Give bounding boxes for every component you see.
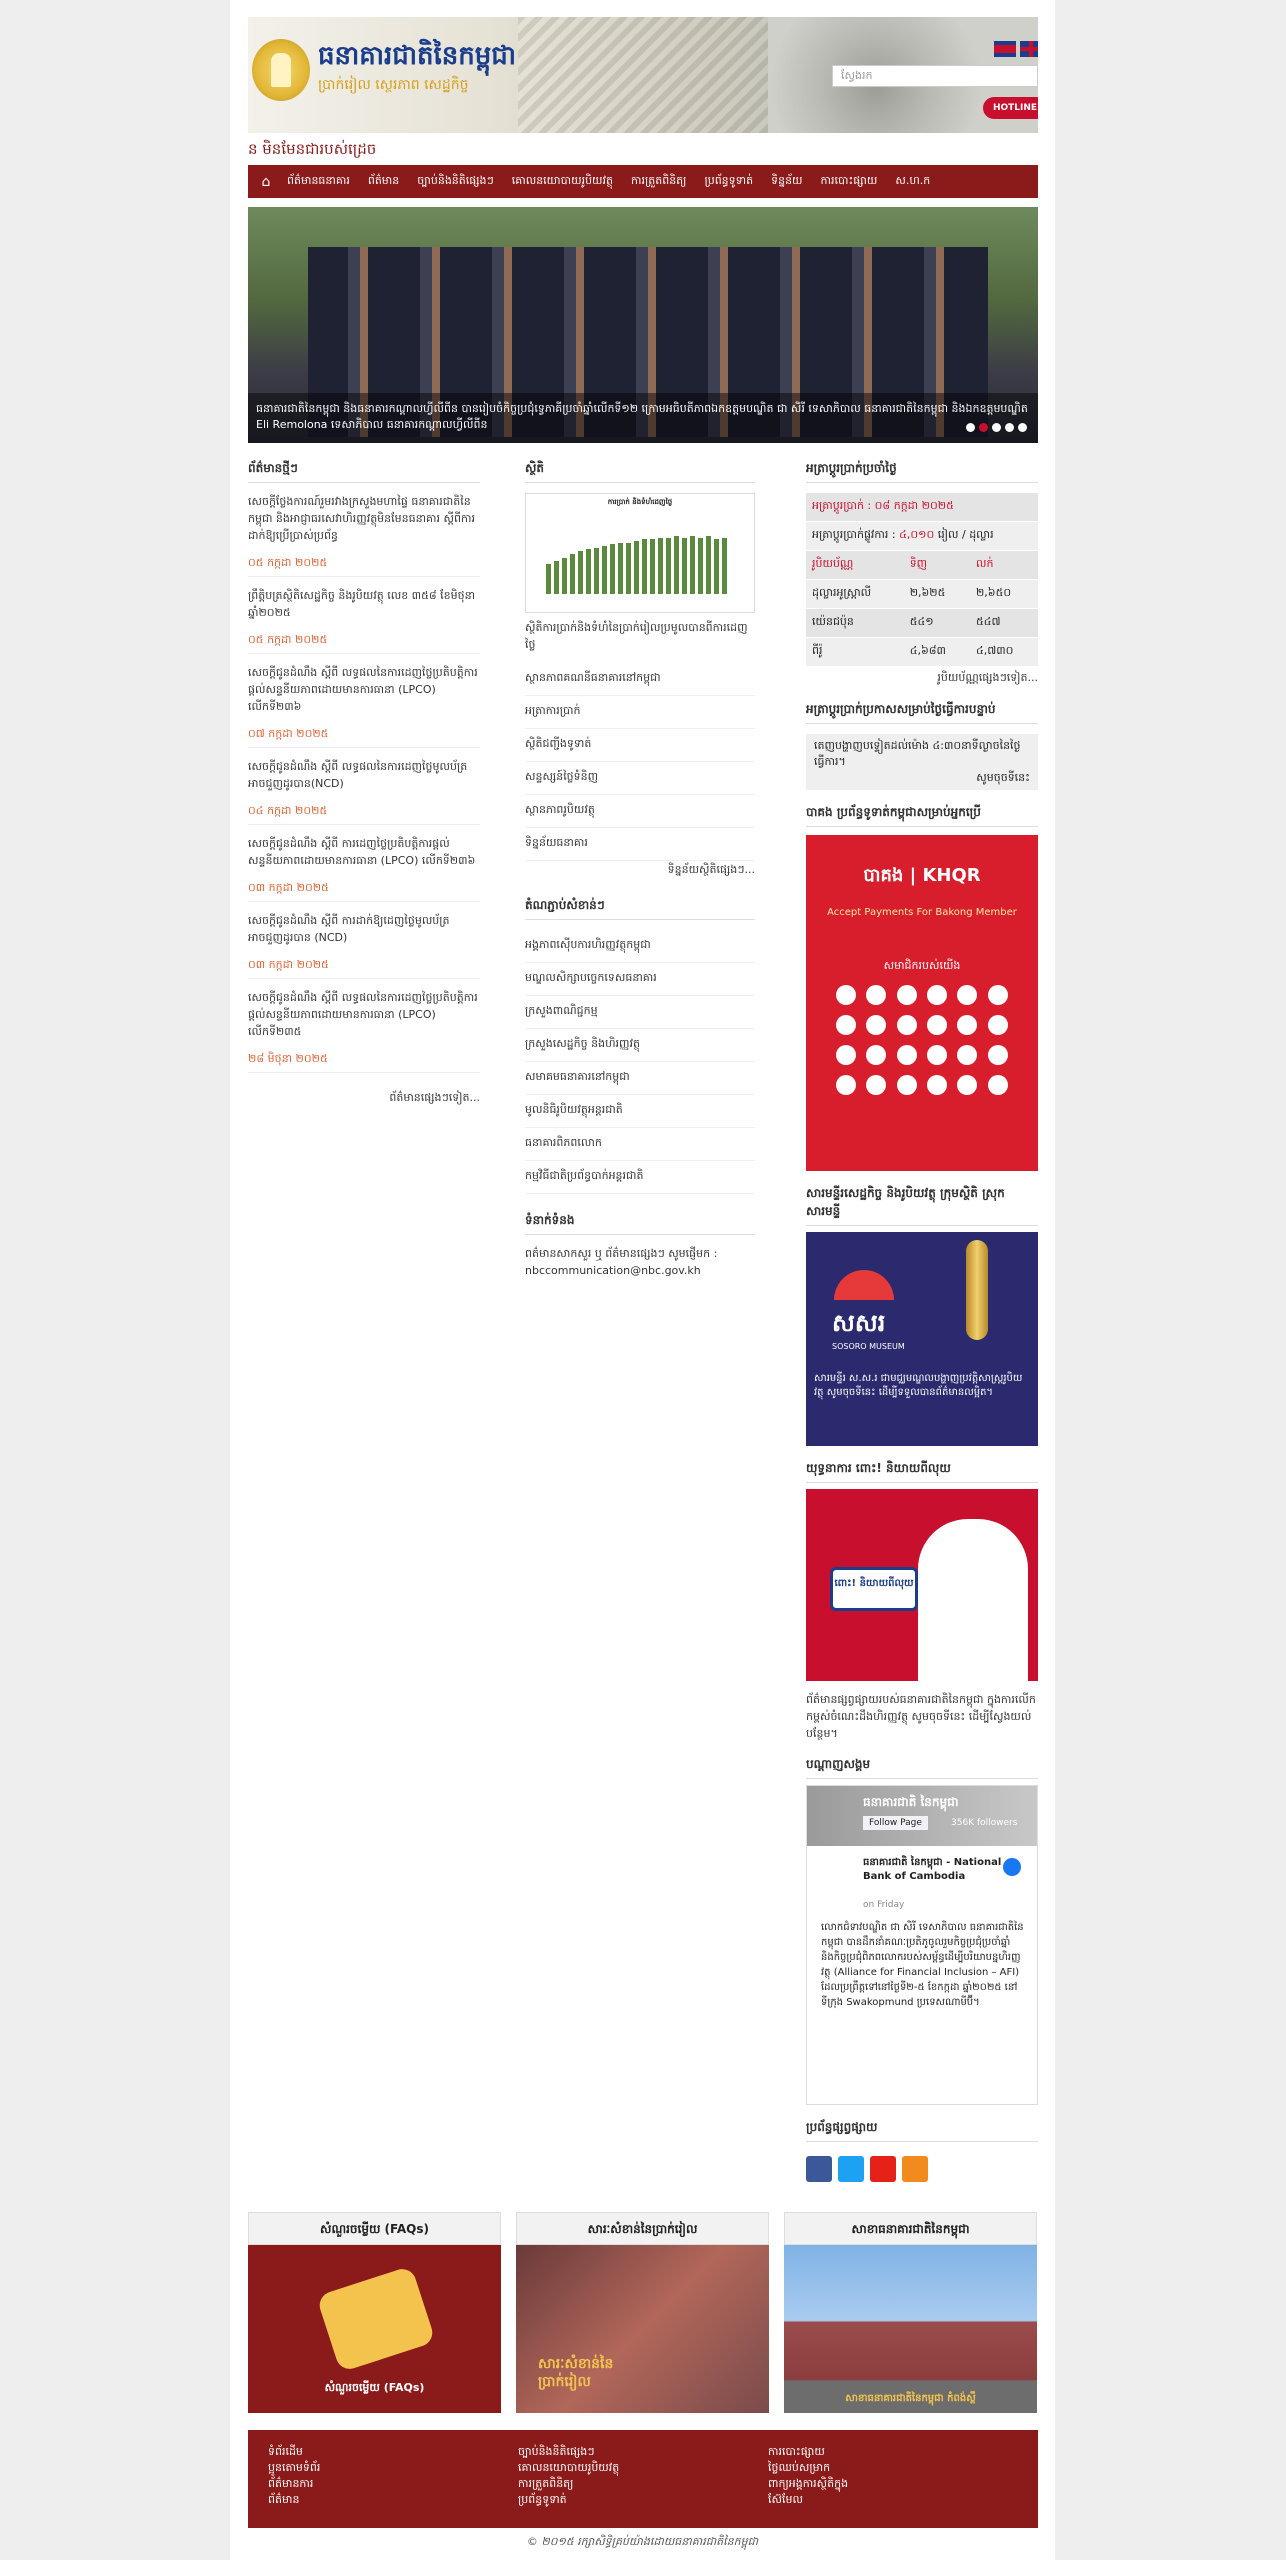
news-column — [248, 460, 480, 1107]
slider-dot[interactable] — [1018, 423, 1027, 432]
chart-bar — [594, 548, 599, 594]
news-date: ០៥ កក្កដា ២០២៥ — [248, 633, 480, 654]
slider-dots — [966, 423, 1027, 432]
nav-about[interactable]: ព័ត៌មានធនាគារ — [287, 173, 350, 187]
chart-bar — [666, 538, 671, 594]
news-date: ០៥ កក្កដា ២០២៥ — [248, 556, 480, 577]
bakong-members-label: សមាជិករបស់យើង — [883, 959, 961, 972]
campaign-heading: យុទ្ធនាការ ពោះ! និយាយពីលុយ — [806, 1460, 1038, 1483]
links-heading: តំណភ្ជាប់សំខាន់ៗ — [525, 897, 755, 920]
chart-bars — [546, 534, 741, 594]
stats-link[interactable]: ស្ថានភាពគណនីធនាគារនៅកម្ពុជា — [525, 663, 755, 696]
chart-bar — [634, 541, 639, 594]
bank-slogan: ប្រាក់រៀល ស្ថេរភាព សេដ្ឋកិច្ច — [318, 77, 469, 93]
footer-link[interactable]: ការត្រួតពិនិត្យ — [518, 2477, 574, 2490]
reverse-rate-text: តេញបង្ហាញបទ្ទៀតដល់ម៉ោង ៤:៣០នាទីល្ងាចនៃថ្ងៃធ្វើការ។ — [814, 739, 1021, 768]
stats-link[interactable]: ស្ថិតិជញ្ជីងទូទាត់ — [525, 729, 755, 762]
news-date: ០៤ កក្កដា ២០២៥ — [248, 804, 480, 825]
rss-icon[interactable] — [902, 2156, 928, 2182]
chart-bar — [626, 543, 631, 594]
sunburst-icon — [834, 1270, 894, 1300]
sosoro-heading: សារមន្ទីរសេដ្ឋកិច្ច និងរូបិយវត្ថុ ក្រុមស្ថិតិ ស្រុកសារមន្ទី — [806, 1185, 1038, 1226]
news-item[interactable]: សេចក្តីជូនដំណឹង ស្តីពី លទ្ធផលនៃការដេញថ្លៃប្រតិបត្តិការផ្តល់សន្ទនីយភាពដោយមានការធានា (LPCO) លើកទី២៣៦ — [248, 666, 478, 713]
news-item[interactable]: ព្រឹត្តិបត្រស្ថិតិសេដ្ឋកិច្ច និងរូបិយវត្ថុ លេខ ៣៥៨ ខែមិថុនា ឆ្នាំ២០២៥ — [248, 589, 476, 619]
page — [230, 0, 1055, 2560]
banner-currency-image — [518, 17, 778, 133]
rate-col-header: រូបិយប័ណ្ណ — [806, 551, 904, 580]
home-icon[interactable]: ⌂ — [261, 173, 271, 190]
news-date: ០៣ កក្កដា ២០២៥ — [248, 881, 480, 902]
campaign-banner[interactable] — [806, 1489, 1038, 1681]
footer-column-2 — [518, 2444, 768, 2514]
fb-follow-button[interactable]: Follow Page — [863, 1816, 928, 1830]
campaign-badge: ពោះ! និយាយពីលុយ — [830, 1567, 918, 1611]
bakong-brand: បាគង | KHQR — [863, 865, 981, 886]
exchange-rate-table — [806, 493, 1038, 667]
branch-card-image — [784, 2245, 1037, 2413]
footer-link[interactable]: ពាក្យអង្គការស្ថិតិក្នុង — [768, 2477, 849, 2490]
external-link[interactable]: អង្គភាពស៊ើបការហិរញ្ញវត្ថុកម្ពុជា — [525, 930, 755, 963]
stats-column — [525, 460, 755, 1289]
stats-link[interactable]: ទិន្នន័យធនាគារ — [525, 828, 755, 861]
card-title: សំណួរចម្លើយ (FAQs) — [248, 2212, 501, 2245]
footer-link[interactable]: ព័ត៌មាន — [268, 2493, 300, 2506]
youtube-icon[interactable] — [870, 2156, 896, 2182]
bank-name: ធនាគារជាតិនៃកម្ពុជា — [318, 41, 517, 71]
external-link[interactable]: មូលនិធិរូបិយវត្ថុអន្តរជាតិ — [525, 1095, 755, 1128]
chart-bar — [714, 539, 719, 594]
news-item[interactable]: សេចក្តីជូនដំណឹង ស្តីពី លទ្ធផលនៃការដេញថ្លៃប្រតិបត្តិការផ្តល់សន្ទនីយភាពដោយមានការធានា (LPCO) លើកទី២៣៥ — [248, 991, 478, 1038]
stats-heading: ស្ថិតិ — [525, 460, 755, 483]
rate-col-header: លក់ — [970, 551, 1038, 580]
rate-col-header: ទិញ — [904, 551, 970, 580]
social-icons — [806, 2156, 1038, 2182]
faq-card[interactable] — [248, 2212, 501, 2413]
chart-bar — [562, 558, 567, 594]
rate-row: ដុល្លារអូស្ត្រាលី ២,៦២៥ ២,៦៥០ — [806, 580, 1038, 609]
footer-column-3 — [768, 2444, 1018, 2514]
external-link[interactable]: កម្មវិធីជាតិប្រព័ន្ធបាក់អន្តរជាតិ — [525, 1161, 755, 1194]
footer-link[interactable]: គោលនយោបាយរូបិយវត្ថុ — [518, 2461, 620, 2474]
chart-title: ការប្រាក់ និងទំហំដេញថ្លៃ — [607, 498, 673, 506]
external-link[interactable]: ក្រសួងពាណិជ្ជកម្ម — [525, 996, 755, 1029]
rate-row: យ៉េនជប៉ុន ៥៤១ ៥៤៧ — [806, 609, 1038, 638]
official-rate: អត្រាប្តូរប្រាក់ផ្លូវការ : ៤,០១០ រៀល / ដុល្លារ — [806, 522, 1038, 551]
chart-bar — [602, 546, 607, 594]
right-column — [806, 460, 1038, 2182]
fb-followers: 356K followers — [951, 1818, 1018, 1828]
external-link[interactable]: ធនាគារពិភពលោក — [525, 1128, 755, 1161]
card-title: សាខាធនាគារជាតិនៃកម្ពុជា — [784, 2212, 1037, 2245]
chart-bar — [618, 543, 623, 594]
slider-caption: ធនាគារជាតិនៃកម្ពុជា និងធនាគារកណ្តាលហ្វីលីពីន បានរៀបចំកិច្ចប្រជុំទ្វេភាគីប្រចាំឆ្នាំលើកទី១២ ក្រោមអធិបតីភាពឯកឧត្តមបណ្ឌិត ជា សិរី ទេសាភិបាល ធនាគារជាតិនៃកម្ពុជា និងឯកឧត្តមបណ្ឌិត Eli Remolona ទេសាភិបាល ធនាគារកណ្តាលហ្វីលីពីន — [248, 393, 1038, 443]
more-rates-link[interactable]: រូបិយប័ណ្ណផ្សេងៗទៀត... — [937, 671, 1038, 684]
bottom-cards — [248, 2212, 1038, 2413]
footer-link[interactable]: ប្រព័ន្ធទូទាត់ — [518, 2493, 567, 2506]
news-item[interactable]: សេចក្តីជូនដំណឹង ស្តីពី ការដេញថ្លៃប្រតិបត្តិការផ្តល់សន្ទនីយភាពដោយមានការធានា (LPCO) លើកទី២៣៦ — [248, 837, 476, 867]
slider-dot[interactable] — [979, 423, 988, 432]
faq-card-image — [248, 2245, 501, 2413]
facebook-widget[interactable] — [806, 1785, 1038, 2105]
slider-dot[interactable] — [992, 423, 1001, 432]
sosoro-text: សារមន្ទីរ ស.ស.រ ជាមជ្ឈមណ្ឌលបង្ហាញប្រវត្តិសាស្ត្ររូបិយវត្ថុ សូមចុចទីនេះ ដើម្បីទទួលបានព័ត៌មានលម្អិត។ — [814, 1373, 1023, 1398]
footer-link[interactable]: ប្អូនតោមទំព័រ — [268, 2461, 321, 2474]
fb-post-text: លោកជំទាវបណ្ឌិត ជា សិរី ទេសាភិបាល ធនាគារជាតិនៃកម្ពុជា បានដឹកនាំគណៈប្រតិភូចូលរួមកិច្ចប្រជុំប្រចាំឆ្នាំ និងកិច្ចប្រជុំពិភពលោករបស់សម្ព័ន្ធដើម្បីបរិយាបន្នហិរញ្ញវត្ថុ (Alliance for Financial Inclusion – AFI) ដែលប្រព្រឹត្តទៅនៅថ្ងៃទី២-៥ ខែកក្កដា ឆ្នាំ២០២៥ នៅទីក្រុង Swakopmund ប្រទេសណាមីប៊ី។ — [821, 1922, 1024, 2008]
english-flag-icon[interactable] — [1020, 41, 1038, 57]
main-nav — [248, 165, 1038, 198]
chart-bar — [546, 564, 551, 594]
reverse-rate-heading: អត្រាប្តូរប្រាក់ប្រកាសសម្រាប់ថ្ងៃធ្វើការបន្ទាប់ — [806, 701, 1038, 724]
footer-link[interactable]: ថ្លៃឈប់សម្រាក — [768, 2461, 831, 2474]
chart-bar — [578, 551, 583, 594]
fb-page-name: ធនាគារជាតិ នៃកម្ពុជា — [863, 1795, 959, 1809]
facebook-icon — [1003, 1858, 1021, 1876]
rate-date: អត្រាប្តូរប្រាក់ : ០៨ កក្កដា ២០២៥ — [806, 493, 1038, 522]
nav-data[interactable]: ទិន្នន័យ — [771, 173, 803, 187]
chart-bar — [658, 538, 663, 594]
media-heading: ប្រព័ន្ធផ្សព្វផ្សាយ — [806, 2119, 1038, 2142]
reverse-rate-link[interactable]: សូមចុចទីនេះ — [976, 771, 1030, 784]
nav-laws[interactable]: ច្បាប់និងនិតិផ្សេងៗ — [417, 173, 494, 187]
sosoro-name-en: SOSORO MUSEUM — [832, 1342, 905, 1351]
search-input[interactable]: ស្វែងរក — [832, 65, 1038, 87]
footer-link[interactable]: ការបោះផ្សាយ — [768, 2445, 825, 2458]
hotline-button[interactable]: HOTLINE — [983, 97, 1038, 119]
contact-heading: ទំនាក់ទំនង — [525, 1212, 755, 1235]
external-link[interactable]: សមាគមធនាគារនៅកម្ពុជា — [525, 1062, 755, 1095]
copyright: © ២០១៥ រក្សាសិទ្ធិគ្រប់យ៉ាងដោយធនាគារជាតិនៃកម្ពុជា — [526, 2535, 759, 2548]
header-banner — [248, 17, 1038, 133]
news-item[interactable]: សេចក្តីជូនដំណឹង ស្តីពី ការដាក់ឱ្យដេញថ្លៃមូលប័ត្រអាចជួញដូរបាន (NCD) — [248, 914, 450, 944]
more-news-link[interactable]: ព័ត៌មានផ្សេងៗទៀត... — [389, 1091, 480, 1104]
stats-link[interactable]: សន្ទស្សន៍ថ្លៃទំនិញ — [525, 762, 755, 795]
fb-post-time: on Friday — [863, 1900, 905, 1910]
faq-bubble-icon — [316, 2266, 436, 2373]
sosoro-name: សសរ — [832, 1309, 886, 1337]
nav-news[interactable]: ព័ត៌មាន — [367, 173, 400, 187]
chart-bar — [706, 536, 711, 594]
riel-card-image — [516, 2245, 769, 2413]
nav-payment-system[interactable]: ប្រព័ន្ធទូទាត់ — [704, 173, 754, 187]
external-link[interactable]: ក្រសួងសេដ្ឋកិច្ច និងហិរញ្ញវត្ថុ — [525, 1029, 755, 1062]
slider-dot[interactable] — [966, 423, 975, 432]
slider-dot[interactable] — [1005, 423, 1014, 432]
tagline: ន មិនមែនជារបស់ដ្រេច — [248, 140, 377, 158]
news-item[interactable]: សេចក្តីថ្លែងការណ៍រួមរវាងក្រសួងមហាផ្ទៃ ធនាគារជាតិនៃកម្ពុជា និងអាជ្ញាធរសេវាហិរញ្ញវត្ថុមិនមែនធនាគារ ស្តីពីការដាក់ឱ្យប្រើប្រាស់ប្រព័ន្ធ — [248, 495, 475, 542]
stats-chart[interactable] — [525, 493, 755, 613]
chart-bar — [682, 538, 687, 594]
nav-publications[interactable]: ការបោះផ្សាយ — [820, 173, 878, 187]
bakong-banner[interactable] — [806, 835, 1038, 1171]
facebook-icon[interactable] — [806, 2156, 832, 2182]
riel-card[interactable] — [516, 2212, 769, 2413]
footer-column-1 — [268, 2444, 518, 2514]
chart-bar — [674, 536, 679, 594]
stats-link[interactable]: អត្រាការប្រាក់ — [525, 696, 755, 729]
chart-bar — [586, 549, 591, 594]
footer-link[interactable]: ទំព័រដើម — [268, 2445, 303, 2458]
news-heading: ព័ត៌មានថ្មីៗ — [248, 460, 480, 483]
photo-slider[interactable] — [248, 207, 1038, 443]
rates-heading: អត្រាប្តូរប្រាក់ប្រចាំថ្ងៃ — [806, 460, 1038, 483]
footer-link[interactable]: ស៊ែមែល — [768, 2493, 803, 2506]
chart-bar — [722, 538, 727, 594]
campaign-text[interactable]: ព័ត៌មានផ្សព្វផ្សាយរបស់ធនាគារជាតិនៃកម្ពុជា ក្នុងការលើកកម្ពស់ចំណេះដឹងហិរញ្ញវត្ថុ សូមចុចទីនេះ ដើម្បីស្វែងយល់បន្ថែម។ — [806, 1693, 1036, 1740]
chart-bar — [570, 554, 575, 594]
footer-link[interactable]: ច្បាប់និងនិតិផ្សេងៗ — [518, 2445, 595, 2458]
rabbit-icon — [918, 1519, 1028, 1681]
external-link[interactable]: មណ្ឌលសិក្សាបច្ចេកទេសធនាគារ — [525, 963, 755, 996]
nbc-logo[interactable] — [252, 39, 310, 101]
chart-bar — [554, 561, 559, 594]
contact-text[interactable]: ពត៌មានសាកសួរ ឬ ព័ត៌មានផ្សេងៗ សូមផ្ញើមក : nbccommunication@nbc.gov.kh — [525, 1247, 718, 1277]
facebook-cover — [807, 1786, 1037, 1846]
news-date: ០៧ កក្កដា ២០២៥ — [248, 727, 480, 748]
more-stats-link[interactable]: ទិន្នន័យស្ថិតិផ្សេងៗ... — [667, 863, 755, 876]
khmer-flag-icon[interactable] — [994, 41, 1016, 57]
news-date: ០៣ កក្កដា ២០២៥ — [248, 958, 480, 979]
news-item[interactable]: សេចក្តីជូនដំណឹង ស្តីពី លទ្ធផលនៃការដេញថ្លៃមូលប័ត្រអាចជួញដូរបាន(NCD) — [248, 760, 468, 790]
chart-bar — [690, 536, 695, 594]
footer — [248, 2430, 1038, 2528]
bank-logo-grid — [836, 985, 1008, 1095]
bakong-heading: បាគង ប្រព័ន្ធទូទាត់កម្ពុជាសម្រាប់អ្នកប្រើ — [806, 804, 1038, 827]
chart-caption[interactable]: ស្ថិតិការប្រាក់និងទំហំនៃប្រាក់រៀលប្រមូលបានពីការដេញថ្លៃ — [525, 621, 748, 651]
chart-bar — [642, 539, 647, 594]
news-date: ២៨ មិថុនា ២០២៥ — [248, 1052, 480, 1073]
branch-card[interactable] — [784, 2212, 1037, 2413]
stats-link[interactable]: ស្ថានភាពរូបិយវត្ថុ — [525, 795, 755, 828]
sosoro-museum-banner[interactable] — [806, 1232, 1038, 1446]
fb-post-author[interactable]: ធនាគារជាតិ នៃកម្ពុជា - National Bank of Cambodia — [863, 1857, 1002, 1882]
nav-supervision[interactable]: ការត្រួតពិនិត្យ — [631, 173, 687, 187]
card-title: សារៈសំខាន់នៃប្រាក់រៀល — [516, 2212, 769, 2245]
nav-monetary-policy[interactable]: គោលនយោបាយរូបិយវត្ថុ — [511, 173, 613, 187]
chart-bar — [698, 538, 703, 594]
chart-bar — [650, 539, 655, 594]
faq-caption: សំណួរចម្លើយ (FAQs) — [324, 2381, 425, 2394]
coin-icon — [966, 1240, 988, 1340]
chart-bar — [610, 544, 615, 594]
riel-caption: សារៈសំខាន់នៃ ប្រាក់រៀល — [538, 2356, 614, 2390]
nav-faq[interactable]: ស.ហ.ក — [895, 173, 931, 187]
rate-row: ពីរ៉ូ ៤,៦៨៣ ៤,៧៣០ — [806, 638, 1038, 667]
bakong-subtitle: Accept Payments For Bakong Member — [827, 907, 1017, 918]
twitter-icon[interactable] — [838, 2156, 864, 2182]
social-network-heading: បណ្តាញសង្គម — [806, 1756, 1038, 1779]
footer-link[interactable]: ព័ត៌មានការ — [268, 2477, 314, 2490]
branch-caption: សាខាធនាគារជាតិនៃកម្ពុជា កំពង់ស្ពឺ — [845, 2393, 976, 2404]
